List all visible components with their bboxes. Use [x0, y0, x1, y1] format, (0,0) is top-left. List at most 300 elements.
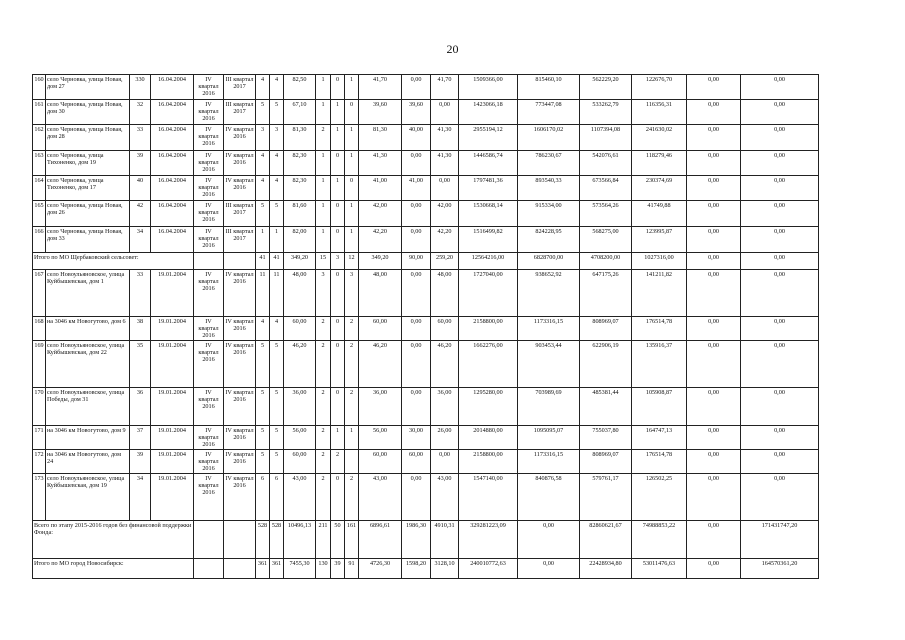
area-a: 0,00 — [402, 388, 431, 426]
cost-region: 562229,20 — [580, 75, 632, 100]
units-count-2: 41 — [270, 253, 284, 270]
residents: 1 — [316, 176, 331, 201]
planned-end: IV квартал 2016 — [224, 474, 256, 521]
units-count: 1 — [256, 227, 270, 253]
area-a: 41,00 — [402, 176, 431, 201]
relocation-area: 56,00 — [359, 426, 402, 450]
units-count-2: 528 — [270, 521, 284, 559]
document-number: 34 — [130, 227, 151, 253]
residents: 130 — [316, 559, 331, 579]
relocation-area: 42,00 — [359, 201, 402, 227]
address: село Новоульяновское, улица Победы, дом 31 — [46, 388, 130, 426]
total-area: 349,20 — [284, 253, 316, 270]
residents: 1 — [316, 151, 331, 176]
table-row — [33, 227, 819, 253]
units-count: 5 — [256, 388, 270, 426]
relocation-area: 48,00 — [359, 270, 402, 317]
table-row — [33, 100, 819, 125]
units-count-2: 5 — [270, 388, 284, 426]
relocation-area: 46,20 — [359, 341, 402, 388]
cost-other: 0,00 — [687, 388, 741, 426]
units-count-2: 1 — [270, 227, 284, 253]
cost-region: 22428934,80 — [580, 559, 632, 579]
cost-extra: 0,00 — [741, 151, 819, 176]
total-area: 60,00 — [284, 317, 316, 341]
residents-a: 2 — [331, 450, 345, 474]
cost-extra: 0,00 — [741, 426, 819, 450]
residents-b: 12 — [345, 253, 359, 270]
address: село Черновка, улица Новая, дом 26 — [46, 201, 130, 227]
document-date: 16.04.2004 — [151, 75, 194, 100]
residents-a: 0 — [331, 75, 345, 100]
cost-region: 4708200,00 — [580, 253, 632, 270]
table-row — [33, 341, 819, 388]
row-number: 163 — [33, 151, 46, 176]
area-b: 26,00 — [431, 426, 459, 450]
cost-local: 176514,78 — [632, 317, 687, 341]
units-count-2: 361 — [270, 559, 284, 579]
cost-other: 0,00 — [687, 341, 741, 388]
residents-a: 0 — [331, 317, 345, 341]
empty-cell — [224, 253, 256, 270]
units-count: 6 — [256, 474, 270, 521]
residents: 211 — [316, 521, 331, 559]
residents-b: 2 — [345, 341, 359, 388]
residents-b: 2 — [345, 474, 359, 521]
total-row — [33, 521, 819, 559]
area-a: 40,00 — [402, 125, 431, 151]
table-row — [33, 201, 819, 227]
cost-other: 0,00 — [687, 176, 741, 201]
cost-total: 240010772,63 — [459, 559, 518, 579]
residents: 2 — [316, 388, 331, 426]
total-area: 82,30 — [284, 176, 316, 201]
cost-other: 0,00 — [687, 317, 741, 341]
units-count: 4 — [256, 75, 270, 100]
document-number: 37 — [130, 426, 151, 450]
residents-a: 0 — [331, 270, 345, 317]
units-count-2: 5 — [270, 100, 284, 125]
cost-extra: 0,00 — [741, 474, 819, 521]
planned-end: IV квартал 2016 — [224, 270, 256, 317]
document-date: 16.04.2004 — [151, 100, 194, 125]
planned-end: III квартал 2017 — [224, 227, 256, 253]
cost-local: 1027316,00 — [632, 253, 687, 270]
table-row — [33, 176, 819, 201]
document-number: 42 — [130, 201, 151, 227]
units-count: 5 — [256, 450, 270, 474]
units-count: 11 — [256, 270, 270, 317]
planned-end: IV квартал 2016 — [224, 317, 256, 341]
units-count-2: 5 — [270, 341, 284, 388]
cost-fund: 893540,33 — [518, 176, 580, 201]
cost-other: 0,00 — [687, 426, 741, 450]
cost-fund: 815460,10 — [518, 75, 580, 100]
residents-b: 1 — [345, 201, 359, 227]
planned-start: IV квартал 2016 — [194, 201, 224, 227]
cost-local: 116356,31 — [632, 100, 687, 125]
cost-region: 542076,61 — [580, 151, 632, 176]
cost-extra: 0,00 — [741, 450, 819, 474]
residents-a: 39 — [331, 559, 345, 579]
row-number: 171 — [33, 426, 46, 450]
units-count: 5 — [256, 201, 270, 227]
empty-cell — [194, 521, 224, 559]
document-date: 19.01.2004 — [151, 270, 194, 317]
total-area: 56,00 — [284, 426, 316, 450]
cost-other: 0,00 — [687, 227, 741, 253]
table-row — [33, 151, 819, 176]
area-b: 41,30 — [431, 125, 459, 151]
units-count: 361 — [256, 559, 270, 579]
document-number: 35 — [130, 341, 151, 388]
residents-a: 50 — [331, 521, 345, 559]
units-count-2: 5 — [270, 450, 284, 474]
residents-b: 2 — [345, 388, 359, 426]
document-date: 19.01.2004 — [151, 450, 194, 474]
area-b: 43,00 — [431, 474, 459, 521]
document-date: 19.01.2004 — [151, 474, 194, 521]
cost-fund: 786230,67 — [518, 151, 580, 176]
units-count: 41 — [256, 253, 270, 270]
area-b: 0,00 — [431, 450, 459, 474]
document-date: 16.04.2004 — [151, 176, 194, 201]
total-area: 82,00 — [284, 227, 316, 253]
document-date: 16.04.2004 — [151, 201, 194, 227]
address: село Черновка, улица Новая, дом 27 — [46, 75, 130, 100]
cost-extra: 0,00 — [741, 227, 819, 253]
residents-b — [345, 450, 359, 474]
planned-start: IV квартал 2016 — [194, 125, 224, 151]
table-row — [33, 75, 819, 100]
cost-local: 126502,25 — [632, 474, 687, 521]
area-a: 39,60 — [402, 100, 431, 125]
cost-other: 0,00 — [687, 201, 741, 227]
units-count-2: 5 — [270, 426, 284, 450]
area-b: 46,20 — [431, 341, 459, 388]
document-date: 19.01.2004 — [151, 317, 194, 341]
relocation-area: 41,70 — [359, 75, 402, 100]
table-row — [33, 270, 819, 317]
cost-total: 1295280,00 — [459, 388, 518, 426]
residents: 2 — [316, 450, 331, 474]
area-a: 0,00 — [402, 201, 431, 227]
planned-start: IV квартал 2016 — [194, 100, 224, 125]
cost-other: 0,00 — [687, 270, 741, 317]
relocation-area: 42,20 — [359, 227, 402, 253]
cost-other: 0,00 — [687, 450, 741, 474]
planned-end: IV квартал 2016 — [224, 388, 256, 426]
units-count-2: 4 — [270, 176, 284, 201]
planned-end: III квартал 2017 — [224, 100, 256, 125]
area-b: 41,70 — [431, 75, 459, 100]
row-number: 167 — [33, 270, 46, 317]
address: село Черновка, улица Новая, дом 33 — [46, 227, 130, 253]
area-b: 42,00 — [431, 201, 459, 227]
cost-fund: 0,00 — [518, 521, 580, 559]
area-b: 36,00 — [431, 388, 459, 426]
area-a: 0,00 — [402, 474, 431, 521]
row-number: 170 — [33, 388, 46, 426]
residents-b: 161 — [345, 521, 359, 559]
total-row — [33, 253, 819, 270]
cost-fund: 938652,92 — [518, 270, 580, 317]
document-number: 36 — [130, 388, 151, 426]
row-number: 166 — [33, 227, 46, 253]
cost-total: 1797481,36 — [459, 176, 518, 201]
residents: 2 — [316, 317, 331, 341]
cost-extra: 0,00 — [741, 176, 819, 201]
units-count-2: 4 — [270, 317, 284, 341]
residents-a: 0 — [331, 151, 345, 176]
cost-fund: 703989,69 — [518, 388, 580, 426]
row-number: 173 — [33, 474, 46, 521]
planned-end: IV квартал 2016 — [224, 151, 256, 176]
total-area: 46,20 — [284, 341, 316, 388]
residents: 2 — [316, 125, 331, 151]
document-date: 19.01.2004 — [151, 341, 194, 388]
planned-start: IV квартал 2016 — [194, 176, 224, 201]
cost-fund: 1173316,15 — [518, 450, 580, 474]
total-area: 60,00 — [284, 450, 316, 474]
relocation-area: 41,00 — [359, 176, 402, 201]
address: на 3046 км Новогутово, дом 9 — [46, 426, 130, 450]
area-b: 60,00 — [431, 317, 459, 341]
address: на 3046 км Новогутово, дом 24 — [46, 450, 130, 474]
cost-total: 329281223,09 — [459, 521, 518, 559]
relocation-area: 4726,30 — [359, 559, 402, 579]
cost-region: 568275,00 — [580, 227, 632, 253]
empty-cell — [224, 559, 256, 579]
units-count: 5 — [256, 100, 270, 125]
table-row — [33, 125, 819, 151]
residents-b: 2 — [345, 317, 359, 341]
address: село Новоульяновское, улица Куйбышевская, дом 19 — [46, 474, 130, 521]
residents-a: 3 — [331, 253, 345, 270]
residents: 1 — [316, 201, 331, 227]
units-count: 5 — [256, 341, 270, 388]
cost-fund: 6828700,00 — [518, 253, 580, 270]
row-number: 169 — [33, 341, 46, 388]
relocation-area: 6896,61 — [359, 521, 402, 559]
planned-end: III квартал 2017 — [224, 75, 256, 100]
total-label: Итого по МО город Новосибирск: — [33, 559, 194, 579]
area-a: 90,00 — [402, 253, 431, 270]
cost-extra: 164570361,20 — [741, 559, 819, 579]
units-count: 528 — [256, 521, 270, 559]
address: село Новоульяновское, улица Куйбышевская, дом 22 — [46, 341, 130, 388]
area-b: 259,20 — [431, 253, 459, 270]
planned-start: IV квартал 2016 — [194, 270, 224, 317]
table-row — [33, 317, 819, 341]
planned-start: IV квартал 2016 — [194, 317, 224, 341]
relocation-area: 43,00 — [359, 474, 402, 521]
area-b: 4910,31 — [431, 521, 459, 559]
units-count-2: 4 — [270, 151, 284, 176]
cost-total: 12564216,00 — [459, 253, 518, 270]
row-number: 172 — [33, 450, 46, 474]
document-number: 34 — [130, 474, 151, 521]
relocation-area: 60,00 — [359, 450, 402, 474]
cost-fund: 824228,95 — [518, 227, 580, 253]
cost-region: 485381,44 — [580, 388, 632, 426]
cost-extra: 0,00 — [741, 388, 819, 426]
document-number: 32 — [130, 100, 151, 125]
total-area: 36,00 — [284, 388, 316, 426]
table-row — [33, 474, 819, 521]
empty-cell — [194, 559, 224, 579]
cost-total: 1662276,00 — [459, 341, 518, 388]
table-row — [33, 450, 819, 474]
cost-other: 0,00 — [687, 125, 741, 151]
residents: 1 — [316, 100, 331, 125]
cost-other: 0,00 — [687, 151, 741, 176]
residents: 3 — [316, 270, 331, 317]
address: село Черновка, улица Тихоненко, дом 17 — [46, 176, 130, 201]
units-count: 4 — [256, 176, 270, 201]
cost-region: 579761,17 — [580, 474, 632, 521]
planned-end: IV квартал 2016 — [224, 125, 256, 151]
planned-start: IV квартал 2016 — [194, 75, 224, 100]
address: село Черновка, улица Новая, дом 28 — [46, 125, 130, 151]
area-a: 1986,30 — [402, 521, 431, 559]
row-number: 162 — [33, 125, 46, 151]
address: село Черновка, улица Новая, дом 30 — [46, 100, 130, 125]
page-number: 20 — [446, 42, 459, 56]
units-count: 4 — [256, 151, 270, 176]
document-number: 39 — [130, 450, 151, 474]
planned-end: IV квартал 2016 — [224, 176, 256, 201]
cost-fund: 773447,08 — [518, 100, 580, 125]
planned-end: IV квартал 2016 — [224, 450, 256, 474]
planned-end: IV квартал 2016 — [224, 426, 256, 450]
area-b: 41,30 — [431, 151, 459, 176]
residents: 2 — [316, 474, 331, 521]
cost-local: 41749,88 — [632, 201, 687, 227]
area-a: 0,00 — [402, 270, 431, 317]
units-count: 5 — [256, 426, 270, 450]
cost-total: 1509366,00 — [459, 75, 518, 100]
cost-extra: 0,00 — [741, 75, 819, 100]
residents-b: 1 — [345, 75, 359, 100]
cost-total: 1547140,00 — [459, 474, 518, 521]
document-number: 40 — [130, 176, 151, 201]
residents-a: 0 — [331, 341, 345, 388]
row-number: 160 — [33, 75, 46, 100]
relocation-area: 349,20 — [359, 253, 402, 270]
housing-register-table — [32, 74, 819, 579]
total-area: 48,00 — [284, 270, 316, 317]
residents-b: 0 — [345, 100, 359, 125]
residents: 1 — [316, 227, 331, 253]
planned-start: IV квартал 2016 — [194, 426, 224, 450]
area-a: 30,00 — [402, 426, 431, 450]
cost-region: 808969,07 — [580, 317, 632, 341]
cost-region: 647175,26 — [580, 270, 632, 317]
cost-fund: 840876,58 — [518, 474, 580, 521]
residents: 1 — [316, 75, 331, 100]
cost-fund: 0,00 — [518, 559, 580, 579]
cost-total: 2158800,00 — [459, 317, 518, 341]
residents-b: 1 — [345, 125, 359, 151]
cost-local: 118279,46 — [632, 151, 687, 176]
residents-b: 0 — [345, 176, 359, 201]
residents-a: 1 — [331, 426, 345, 450]
empty-cell — [194, 253, 224, 270]
cost-other: 0,00 — [687, 75, 741, 100]
relocation-area: 39,60 — [359, 100, 402, 125]
document-number: 38 — [130, 317, 151, 341]
area-a: 0,00 — [402, 341, 431, 388]
cost-total: 1446586,74 — [459, 151, 518, 176]
cost-fund: 903453,44 — [518, 341, 580, 388]
area-b: 0,00 — [431, 176, 459, 201]
cost-local: 141211,82 — [632, 270, 687, 317]
cost-local: 105908,87 — [632, 388, 687, 426]
cost-local: 241630,02 — [632, 125, 687, 151]
document-date: 16.04.2004 — [151, 227, 194, 253]
planned-start: IV квартал 2016 — [194, 341, 224, 388]
planned-start: IV квартал 2016 — [194, 474, 224, 521]
document-number: 33 — [130, 125, 151, 151]
cost-region: 573564,26 — [580, 201, 632, 227]
total-area: 81,60 — [284, 201, 316, 227]
area-a: 0,00 — [402, 227, 431, 253]
cost-extra: 0,00 — [741, 125, 819, 151]
cost-extra: 0,00 — [741, 100, 819, 125]
residents-a: 0 — [331, 201, 345, 227]
table-row — [33, 426, 819, 450]
cost-total: 2014880,00 — [459, 426, 518, 450]
area-b: 42,20 — [431, 227, 459, 253]
total-label: Всего по этапу 2015-2016 годов без финансовой поддержки Фонда: — [33, 521, 194, 559]
cost-local: 53011476,63 — [632, 559, 687, 579]
cost-region: 82860621,67 — [580, 521, 632, 559]
document-number: 33 — [130, 270, 151, 317]
units-count-2: 3 — [270, 125, 284, 151]
residents-a: 0 — [331, 474, 345, 521]
residents-a: 1 — [331, 176, 345, 201]
planned-start: IV квартал 2016 — [194, 151, 224, 176]
cost-region: 673566,84 — [580, 176, 632, 201]
address: на 3046 км Новогутово, дом 6 — [46, 317, 130, 341]
relocation-area: 41,30 — [359, 151, 402, 176]
cost-local: 164747,13 — [632, 426, 687, 450]
area-a: 0,00 — [402, 317, 431, 341]
units-count-2: 11 — [270, 270, 284, 317]
cost-total: 2158800,00 — [459, 450, 518, 474]
cost-region: 1107394,08 — [580, 125, 632, 151]
cost-other: 0,00 — [687, 474, 741, 521]
residents-a: 1 — [331, 100, 345, 125]
address: село Новоульяновское, улица Куйбышевская, дом 1 — [46, 270, 130, 317]
area-a: 1598,20 — [402, 559, 431, 579]
cost-fund: 1606170,02 — [518, 125, 580, 151]
address: село Черновка, улица Тихоненко, дом 19 — [46, 151, 130, 176]
planned-start: IV квартал 2016 — [194, 227, 224, 253]
cost-fund: 915334,00 — [518, 201, 580, 227]
cost-local: 122676,70 — [632, 75, 687, 100]
table-row — [33, 388, 819, 426]
area-b: 3128,10 — [431, 559, 459, 579]
document-date: 16.04.2004 — [151, 125, 194, 151]
relocation-area: 36,00 — [359, 388, 402, 426]
planned-end: IV квартал 2016 — [224, 341, 256, 388]
units-count: 4 — [256, 317, 270, 341]
total-area: 67,10 — [284, 100, 316, 125]
units-count-2: 4 — [270, 75, 284, 100]
cost-extra: 0,00 — [741, 317, 819, 341]
